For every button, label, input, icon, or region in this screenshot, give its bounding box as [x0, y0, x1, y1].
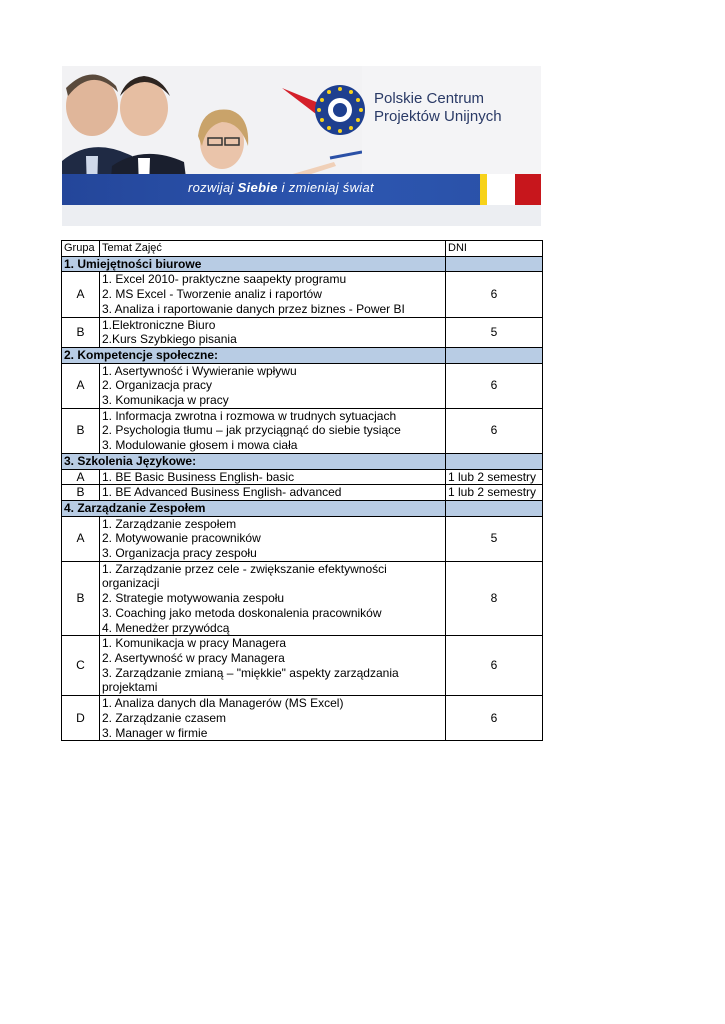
days-cell: 1 lub 2 semestry — [446, 469, 543, 485]
slogan-bold: Siebie — [237, 180, 278, 195]
header-topic: Temat Zajęć — [100, 241, 446, 257]
topic-line: 3. Modulowanie głosem i mowa ciała — [102, 438, 298, 453]
header-days: DNI — [446, 241, 543, 257]
topic-line: 2.Kurs Szybkiego pisania — [102, 332, 237, 347]
section-days-empty — [446, 500, 543, 516]
section-days-empty — [446, 347, 543, 363]
table-row — [62, 317, 543, 347]
table-row — [62, 363, 543, 408]
group-cell: D — [62, 696, 100, 741]
topic-cell — [100, 561, 446, 636]
topic-line: 1.Elektroniczne Biuro — [102, 317, 216, 332]
topic-line: 2. Organizacja pracy — [102, 378, 213, 393]
topic-cell — [100, 485, 446, 501]
table-row — [62, 485, 543, 501]
topic-cell — [100, 363, 446, 408]
training-schedule-table — [61, 240, 543, 741]
topic-line: 3. Coaching jako metoda doskonalenia pracowników — [102, 605, 382, 620]
days-cell: 6 — [446, 696, 543, 741]
days-cell: 8 — [446, 561, 543, 636]
group-cell: A — [62, 469, 100, 485]
group-cell: B — [62, 317, 100, 347]
topic-line: 1. Zarządzanie przez cele - zwiększanie efektywności organizacji — [102, 561, 387, 591]
topic-line: 1. Analiza danych dla Managerów (MS Excel) — [102, 696, 344, 711]
topic-line: 4. Menedżer przywódcą — [102, 620, 230, 635]
topic-cell — [100, 272, 446, 317]
topic-cell — [100, 469, 446, 485]
slogan-pre: rozwijaj — [188, 180, 238, 195]
table-row — [62, 636, 543, 696]
section-title: 2. Kompetencje społeczne: — [62, 347, 446, 363]
section-title: 3. Szkolenia Językowe: — [62, 453, 446, 469]
group-cell: B — [62, 561, 100, 636]
topic-line: 2. Strategie motywowania zespołu — [102, 591, 285, 606]
topic-line: 2. Psychologia tłumu – jak przyciągnąć do siebie tysiące — [102, 423, 401, 438]
table-row — [62, 561, 543, 636]
topic-line: 2. Asertywność w pracy Managera — [102, 650, 285, 665]
table-row — [62, 469, 543, 485]
topic-line: 3. Manager w firmie — [102, 725, 208, 740]
days-cell: 6 — [446, 272, 543, 317]
section-days-empty — [446, 453, 543, 469]
topic-line: 3. Komunikacja w pracy — [102, 393, 229, 408]
eu-logo-icon — [282, 80, 372, 140]
days-cell: 1 lub 2 semestry — [446, 485, 543, 501]
topic-line: 1. Zarządzanie zespołem — [102, 516, 237, 531]
topic-line: 3. Organizacja pracy zespołu — [102, 546, 257, 561]
topic-line: 3. Analiza i raportowanie danych przez biznes - Power BI — [102, 301, 405, 316]
days-cell: 5 — [446, 516, 543, 561]
org-name-line2: Projektów Unijnych — [374, 108, 502, 125]
group-cell: B — [62, 408, 100, 453]
section-title: 1. Umiejętności biurowe — [62, 256, 446, 272]
topic-cell — [100, 516, 446, 561]
topic-line: 1. Excel 2010- praktyczne saapekty programu — [102, 272, 347, 287]
group-cell: A — [62, 272, 100, 317]
section-row — [62, 453, 543, 469]
flag-red-band — [515, 174, 541, 205]
org-name-line1: Polskie Centrum — [374, 90, 485, 107]
topic-line: 2. Motywowanie pracowników — [102, 531, 261, 546]
topic-line: 1. Informacja zwrotna i rozmowa w trudnych sytuacjach — [102, 408, 397, 423]
table-row — [62, 696, 543, 741]
banner-footer — [62, 205, 541, 226]
header-banner — [62, 66, 541, 226]
topic-cell — [100, 317, 446, 347]
section-row — [62, 500, 543, 516]
section-row — [62, 347, 543, 363]
organization-name — [374, 90, 502, 126]
topic-line: 2. MS Excel - Tworzenie analiz i raportów — [102, 287, 322, 302]
table-row — [62, 408, 543, 453]
topic-line: 2. Zarządzanie czasem — [102, 710, 227, 725]
slogan — [188, 180, 374, 195]
days-cell: 6 — [446, 408, 543, 453]
flag-yellow-band — [480, 174, 487, 205]
flag-white-band — [487, 174, 515, 205]
table-row — [62, 516, 543, 561]
topic-line: 1. Asertywność i Wywieranie wpływu — [102, 363, 297, 378]
topic-line: 3. Zarządzanie zmianą – "miękkie" aspekty zarządzania projektami — [102, 665, 399, 695]
header-group: Grupa — [62, 241, 100, 257]
topic-cell — [100, 636, 446, 696]
slogan-post: i zmieniaj świat — [277, 180, 374, 195]
topic-line: 1. BE Basic Business English- basic — [102, 469, 295, 484]
topic-line: 1. Komunikacja w pracy Managera — [102, 636, 287, 651]
group-cell: A — [62, 516, 100, 561]
group-cell: A — [62, 363, 100, 408]
topic-cell — [100, 408, 446, 453]
topic-cell — [100, 696, 446, 741]
days-cell: 6 — [446, 363, 543, 408]
header-row — [62, 241, 543, 257]
group-cell: C — [62, 636, 100, 696]
section-title: 4. Zarządzanie Zespołem — [62, 500, 446, 516]
table-row — [62, 272, 543, 317]
topic-line: 1. BE Advanced Business English- advanced — [102, 485, 342, 500]
days-cell: 6 — [446, 636, 543, 696]
section-row — [62, 256, 543, 272]
section-days-empty — [446, 256, 543, 272]
days-cell: 5 — [446, 317, 543, 347]
group-cell: B — [62, 485, 100, 501]
